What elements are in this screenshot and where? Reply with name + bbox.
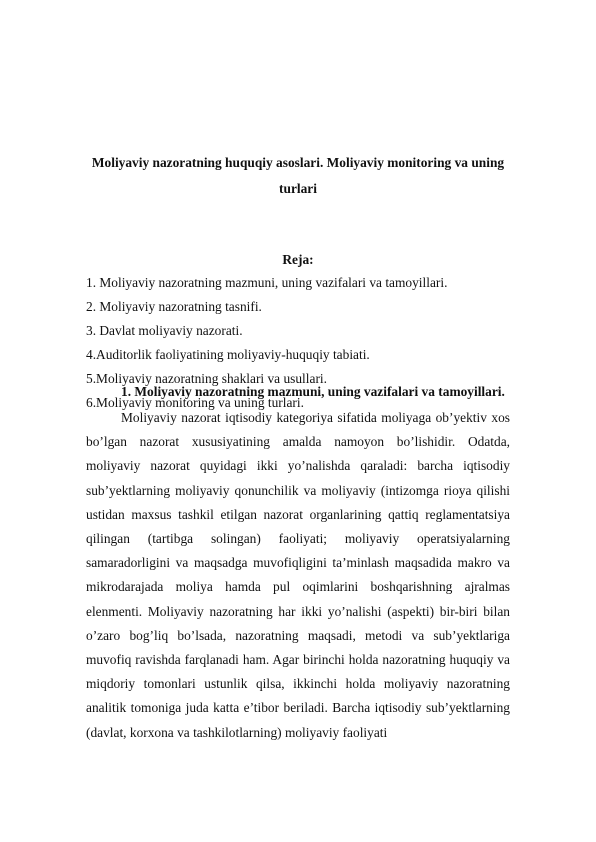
plan-item: 2. Moliyaviy nazoratning tasnifi. xyxy=(86,299,262,314)
plan-heading: Reja: xyxy=(282,252,314,267)
section-heading: 1. Moliyaviy nazoratning mazmuni, uning vazifalari va tamoyillari. xyxy=(121,384,505,399)
plan-item: 1. Moliyaviy nazoratning mazmuni, uning vazifalari va tamoyillari. xyxy=(86,275,448,290)
plan-item: 5.Moliyaviy nazoratning shaklari va usullari. xyxy=(86,371,327,386)
plan-item: 6.Moliyaviy monitoring va uning turlari. xyxy=(86,395,304,410)
section-body-paragraph: Moliyaviy nazorat iqtisodiy kategoriya sifatida moliyaga ob’yektiv xos bo’lgan nazorat xususiyatining amalda namoyon bo’lishidir. Odatda, moliyaviy nazorat quyidagi ikki yo’nalishda qaraladi: barcha iqtisodiy sub’yektlarning moliyaviy qonunchilik va moliyaviy (intizomga rioya qilishi ustidan maxsus tashkil etilgan nazorat organlarining qattiq reglamentatsiya qilingan (tartibga solingan) faoliyati; moliyaviy operatsiyalarning samaradorligini va maqsadga muvofiqligini ta’minlash maqsadida makro va mikrodarajada moliya hamda pul oqimlarini boshqarishning ajralmas elenmenti. Moliyaviy nazoratning har ikki yo’nalishi (aspekti) bir-biri bilan o’zaro bog’liq bo’lsada, nazoratning maqsadi, metodi va sub’yektlariga muvofiq ravishda farqlanadi ham. Agar birinchi holda nazoratning huquqiy va miqdoriy tomonlari ustunlik qilsa, ikkinchi holda moliyaviy nazoratning analitik tomoniga juda katta e’tibor beriladi. Barcha iqtisodiy sub’yektlarning (davlat, korxona va tashkilotlarning) moliyaviy faoliyati xyxy=(86,410,510,740)
plan-item: 4.Auditorlik faoliyatining moliyaviy-huquqiy tabiati. xyxy=(86,347,370,362)
document-title: Moliyaviy nazoratning huquqiy asoslari. Moliyaviy monitoring va uning turlari xyxy=(91,155,505,196)
plan-item: 3. Davlat moliyaviy nazorati. xyxy=(86,323,243,338)
